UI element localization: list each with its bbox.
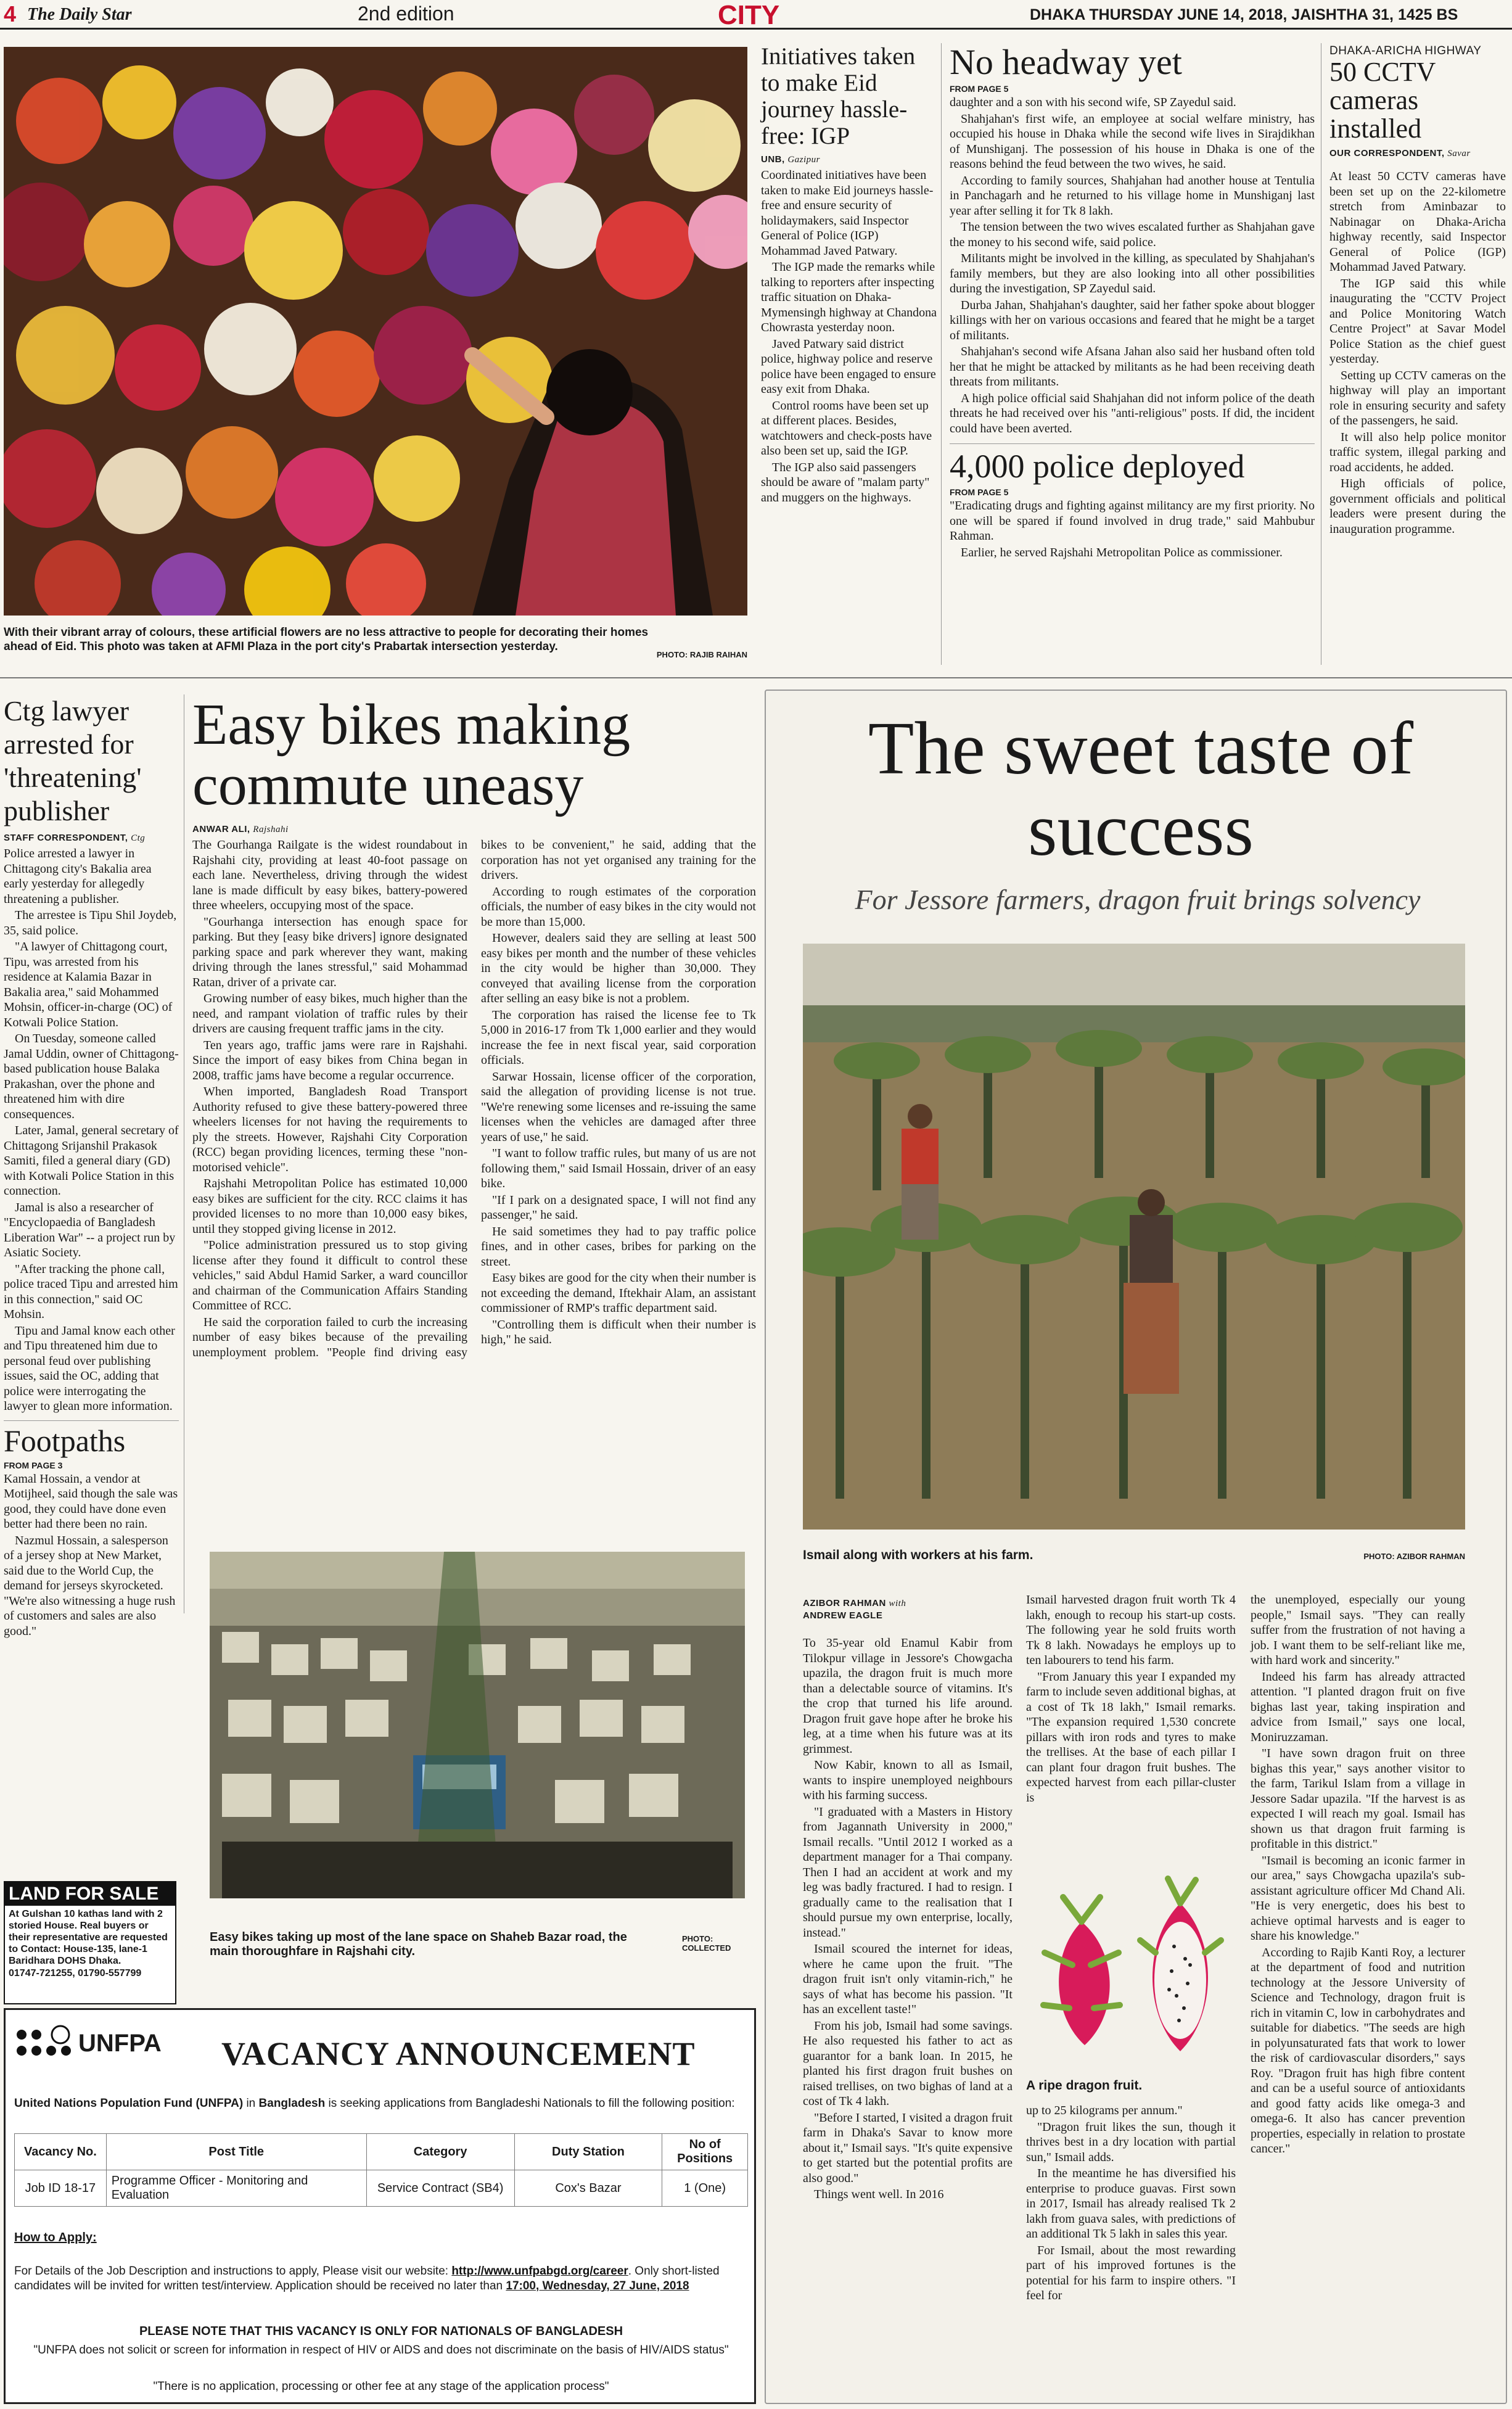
cctv-paragraph: The IGP said this while inaugurating the "CCTV Project and Police Monitoring Watch Centre Project" at Savar Model Police Station as the chief guest yesterday.: [1329, 276, 1506, 366]
newspaper-logo: The Daily Star: [27, 5, 132, 24]
vacancy-details-post: . Only short-listed candidates will be invited for written test/interview. Application should be received no later than: [14, 2265, 720, 2292]
cctv-byline-name: OUR CORRESPONDENT,: [1329, 148, 1445, 159]
bikes-paragraph: He said sometimes they had to pay traffic police fines, and in other cases, bribes for parking on the street.: [481, 1224, 756, 1269]
dragon-paragraph: For Ismail, about the most rewarding part of his improved fortunes is the potential for his farm to inspire others. "I feel for: [1026, 2243, 1236, 2302]
ctg-paragraph: Tipu and Jamal know each other and Tipu threatened him due to personal feud over publishing issues, said the OC, adding that police were interrogating the lawyer to glean more information.: [4, 1324, 175, 1413]
dragon-byline: [803, 1597, 988, 1622]
headway-paragraph: daughter and a son with his second wife, SP Zayedul said.: [950, 96, 1236, 109]
ctg-byline: [4, 833, 179, 844]
dragon-photo-credit: PHOTO: AZIBOR RAHMAN: [1363, 1552, 1465, 1561]
bikes-paragraph: "If I park on a designated space, I will not find any passenger," he said.: [481, 1193, 756, 1222]
bikes-paragraph: "Controlling them is difficult when their number is high," he said.: [481, 1317, 756, 1346]
bikes-paragraph: "I want to follow traffic rules, but many of us are not following them," said Ismail Hossain, driver of an easy bike.: [481, 1147, 756, 1190]
ctg-paragraph: The arrestee is Tipu Shil Joydeb, 35, said police.: [4, 908, 177, 937]
dragon-paragraph: Now Kabir, known to all as Ismail, wants to inspire unemployed neighbours with his farming success.: [803, 1758, 1013, 1802]
vacancy-col-header: Vacancy No.: [15, 2134, 107, 2170]
bikes-photo: [210, 1552, 745, 1898]
ctg-paragraph: Later, Jamal, general secretary of Chittagong Srijanshil Prakasok Samiti, filed a general diary (GD) with Kotwali Police Station in this connection.: [4, 1124, 179, 1198]
eid-headline: Initiatives taken to make Eid journey hassle-free: IGP: [761, 43, 916, 149]
dragon-paragraph: "Ismail is becoming an iconic farmer in our area," says Chowgacha upazila's sub-assistant agriculture officer Md Chand Ali. "He is very energetic, does his best to achieve optimal harvests and is eager to share his knowledge.": [1251, 1853, 1465, 1943]
bikes-paragraph: When imported, Bangladesh Road Transport Authority refused to give these battery-powered three wheelers licenses for not having the requirements to ply the streets. However, Rajshahi City Corporation (RCC) began providing licences, terming these "non-motorised vehicle".: [192, 1085, 467, 1174]
footpaths-paragraph: Nazmul Hossain, a salesperson of a jersey shop at New Market, said due to the World Cup, the demand for jerseys skyrocketed. "We're also witnessing a huge rush of customers and sales are also good.": [4, 1533, 176, 1638]
footpaths-paragraph: Kamal Hossain, a vendor at Motijheel, said though the sale was good, they could have done even better had there been no rain.: [4, 1472, 178, 1531]
dragon-paragraph: Things went well. In 2016: [814, 2188, 944, 2201]
bikes-paragraph: Growing number of easy bikes, much higher than the need, and rampant violation of traffic rules by their drivers are causing frequent traffic jams in the city.: [192, 992, 467, 1036]
dragon-subhead: For Jessore farmers, dragon fruit brings solvency: [855, 884, 1421, 915]
land-for-sale-ad: [4, 1881, 176, 2004]
bikes-byline-name: ANWAR ALI,: [192, 824, 250, 834]
bikes-caption: Easy bikes taking up most of the lane space on Shaheb Bazar road, the main thoroughfare in Rajshahi city.: [210, 1930, 627, 1958]
dragon-paragraph: the unemployed, especially our young people," Ismail says. "They can really suffer from the frustration of not having a job. I want them to be self-reliant like me, with hard work and sincerity.": [1251, 1593, 1465, 1667]
dragon-fruit-image: [1026, 1866, 1236, 2076]
bikes-paragraph: He said the corporation failed to curb the increasing number of easy bikes because of the prevailing unemployment problem. "People find driving easy bikes to be convenient," he said, adding that the corporation has not yet organised any training for the drivers.: [192, 838, 756, 1359]
vacancy-col-header: Category: [366, 2134, 514, 2170]
bikes-paragraph: Easy bikes are good for the city when their number is not exceeding the demand, Iftekhair Alam, an assistant commissioner of RMP's traffic department said.: [481, 1271, 756, 1315]
vacancy-hiv-statement: "UNFPA does not solicit or screen for information in respect of HIV or AIDS and does not discriminate on the basis of HIV/AIDS status": [33, 2344, 729, 2357]
headway-article: [950, 43, 1315, 561]
headway-paragraph: A high police official said Shahjahan did not inform police of the death threats he had received over his "anti-religious" posts. If did, the incident could have been averted.: [950, 391, 1315, 435]
police-headline: 4,000 police deployed: [950, 448, 1245, 485]
bikes-photo-art: [210, 1552, 745, 1898]
vacancy-intro: [14, 2096, 748, 2111]
vacancy-table-row: [15, 2170, 748, 2207]
dragon-fruit-illustration: [1026, 1866, 1236, 2076]
dragon-paragraph: According to Rajib Kanti Roy, a lecturer at the department of food and nutrition technology at the Jessore University of Science and Technology, dragon fruit is rich in vitamin C, low in carbohydrates and suitable for diabetics. "The seeds are high in polyunsaturated fats that work to lower the risk of cardiovascular disorders," says Roy. "Dragon fruit has high fibre content and can be a useful source of antioxidants and good fatty acids like omega-3 and omega-6. It also has cancer prevention properties, especially in relation to prostate cancer.": [1251, 1945, 1465, 2156]
vacancy-url-link[interactable]: http://www.unfpabgd.org/career: [451, 2265, 628, 2278]
vacancy-deadline: 17:00, Wednesday, 27 June, 2018: [506, 2279, 689, 2292]
headway-frompage: FROM PAGE 5: [950, 84, 1009, 94]
vacancy-cell: Cox's Bazar: [514, 2170, 662, 2207]
footpaths-frompage: FROM PAGE 3: [4, 1460, 63, 1470]
dragon-col-1: [803, 1636, 1013, 2204]
bikes-byline: [192, 824, 756, 835]
vacancy-ad: [4, 2008, 756, 2404]
dragon-paragraph: Indeed his farm has already attracted attention. "I planted dragon fruit on five bighas last year, taking inspiration and advice from Ismail," says one local, Moniruzzaman.: [1251, 1670, 1465, 1744]
ctg-byline-location: Ctg: [131, 833, 146, 843]
vacancy-details-pre: For Details of the Job Description and instructions to apply, Please visit our website:: [14, 2265, 452, 2278]
dragon-paragraph: up to 25 kilograms per annum.": [1026, 2104, 1183, 2117]
dragon-col-2a: [1026, 1592, 1236, 1806]
cctv-paragraph: High officials of police, government officials and political leaders were present during the inauguration programme.: [1329, 477, 1506, 536]
ctg-article: [4, 694, 179, 1640]
dragon-paragraph: "From January this year I expanded my farm to include seven additional bighas, at a cost of Tk 18 lakh," Ismail remarks. "The expansion required 1,530 concrete pillars with iron rods and tyres to make the trellises. At the base of each pillar I can plant four dragon fruit bushes. The expected harvest from each pillar-cluster is: [1026, 1670, 1236, 1805]
unfpa-logo-text: UNFPA: [78, 2030, 162, 2057]
cctv-kicker: DHAKA-ARICHA HIGHWAY: [1329, 44, 1482, 57]
ctg-paragraph: "A lawyer of Chittagong court, Tipu, was arrested from his residence at Kalamia Bazar in Bakalia area," said Mohammed Mohsin, officer-in-charge (OC) of Kotwali Police Station.: [4, 940, 173, 1029]
flowers-photo: [4, 47, 747, 616]
dateline: DHAKA THURSDAY JUNE 14, 2018, JAISHTHA 31, 1425 BS: [1030, 6, 1458, 23]
police-paragraph: Earlier, he served Rajshahi Metropolitan Police as commissioner.: [961, 545, 1283, 559]
vacancy-how-to: How to Apply:: [14, 2231, 97, 2244]
land-ad-phone: 01747-721255, 01790-557799: [9, 1968, 142, 1979]
dragon-paragraph: Ismail scoured the internet for ideas, where he came upon the fruit. "The dragon fruit isn't only vitamin-rich," he says of what has become his passion. "It has an excellent taste!": [803, 1942, 1013, 2016]
dragon-paragraph: "I graduated with a Masters in History from Jagannath University in 2000," Ismail recalls. "Until 2012 I worked as a department manager for a Thai company. Then I had an accident at work and my leg was badly fractured. I had to resign. I gradually came to the realisation that I should pursue my own enterprise, locally, instead.": [803, 1805, 1013, 1940]
eid-byline: [761, 154, 937, 165]
bikes-paragraph: The Gourhanga Railgate is the widest roundabout in Rajshahi city, providing at least 40-foot passage on each lane. Nevertheless, driving through the widest lane is made difficult by easy bikes, battery-powered three wheelers, occupying most of the space.: [192, 838, 467, 912]
dragon-paragraph: "I have sown dragon fruit on three bighas this year," says another visitor to the farm, Tarikul Islam from a village in Jessore Sadar upazila. "If the harvest is as expected I will reach my goal. Ismail has shown us that dragon fruit farming is profitable in this district.": [1251, 1747, 1465, 1851]
vacancy-table-header: [15, 2134, 748, 2170]
flowers-photo-art: [4, 47, 747, 616]
vacancy-note: PLEASE NOTE THAT THIS VACANCY IS ONLY FOR NATIONALS OF BANGLADESH: [139, 2325, 623, 2338]
eid-body: [761, 168, 937, 505]
bikes-paragraph: Sarwar Hossain, license officer of the corporation, said the allegation of providing license is not true. "We're renewing some licenses and re-issuing the same licenses when the vehicles are damaged after three years of use," he said.: [481, 1069, 756, 1144]
headway-headline: No headway yet: [950, 42, 1182, 82]
eid-article: [761, 43, 937, 506]
headway-paragraph: The tension between the two wives escalated further as Shahjahan gave the money to his second wife, said police.: [950, 220, 1315, 249]
headway-paragraph: Shahjahan's first wife, an employee at social welfare ministry, has occupied his house in Dhaka while the second wife lives in Sirajdikhan of Munshiganj. The possession of his house in Dhaka is one of the reasons behind the feud between the two wives, he said.: [950, 112, 1315, 171]
dragon-paragraph: From his job, Ismail had some savings. He also requested his father to act as guarantor for a bank loan. In 2015, he planted his first dragon fruit bushes on raised trellises, on two bighas of land at a cost of Tk 4 lakh.: [803, 2019, 1013, 2108]
eid-paragraph: The IGP also said passengers should be aware of "malam party" and muggers on the highways.: [761, 460, 930, 504]
divider: [4, 1420, 179, 1421]
footpaths-body: [4, 1472, 179, 1639]
headway-paragraph: According to family sources, Shahjahan had another house at Tentulia in Panchagarh and he returned to his village home in Munshiganj last year after selling it for Tk 8 lakh.: [950, 173, 1315, 218]
vacancy-cell: Service Contract (SB4): [366, 2170, 514, 2207]
bikes-headline: Easy bikes making commute uneasy: [192, 693, 631, 817]
divider: [0, 677, 1512, 678]
cctv-article: [1329, 44, 1506, 538]
ctg-paragraph: On Tuesday, someone called Jamal Uddin, owner of Chittagong-based publication house Balaka Prakashan, over the phone and threatened him with dire consequences.: [4, 1032, 179, 1121]
dragon-col-3: [1251, 1592, 1465, 2158]
vacancy-cell: Programme Officer - Monitoring and Evaluation: [106, 2170, 366, 2207]
bikes-byline-location: Rajshahi: [253, 825, 289, 834]
masthead: [0, 0, 1512, 30]
dragon-paragraph: "Before I started, I visited a dragon fruit farm in Dhaka's Savar to know more about it," Ismail says. "It's quite expensive to get started but the potential profits are also good.": [803, 2110, 1013, 2185]
vacancy-col-header: No of Positions: [662, 2134, 748, 2170]
vacancy-fee-statement: "There is no application, processing or other fee at any stage of the application process": [153, 2380, 609, 2393]
ctg-paragraph: Police arrested a lawyer in Chittagong city's Bakalia area early yesterday for allegedly threatening a publisher.: [4, 847, 152, 906]
bikes-paragraph: However, dealers said they are selling at least 500 easy bikes per month and the number of these vehicles in the city would be higher than 30,000. They conveyed that availing license from the corporation after selling an easy bike is not a problem.: [481, 931, 756, 1005]
bikes-article: [192, 694, 756, 1523]
ctg-paragraph: "After tracking the phone call, police traced Tipu and arrested him in this connection," said OC Mohsin.: [4, 1262, 178, 1321]
bikes-body: [192, 838, 756, 1523]
vacancy-intro-country: Bangladesh: [258, 2097, 326, 2110]
cctv-paragraph: Setting up CCTV cameras on the highway will play an important role in ensuring security and safety of the passengers, he said.: [1329, 368, 1506, 427]
flowers-credit: PHOTO: RAJIB RAIHAN: [656, 650, 747, 659]
cctv-body: [1329, 169, 1506, 537]
eid-paragraph: Coordinated initiatives have been taken to make Eid journeys hassle-free and ensure security of holidaymakers, said Inspector General of Police (IGP) Mohammad Javed Patwary.: [761, 168, 934, 258]
dragon-headline: The sweet taste of success: [868, 707, 1414, 871]
vacancy-intro-mid: in: [243, 2097, 259, 2110]
cctv-headline: 50 CCTV cameras installed: [1329, 57, 1436, 144]
vacancy-col-header: Duty Station: [514, 2134, 662, 2170]
headway-paragraph: Militants might be involved in the killing, as speculated by Shahjahan's family members, but they are also looking into all other possibilities during the investigation, SP Zayedul said.: [950, 252, 1315, 295]
column-rule: [941, 43, 942, 665]
bikes-paragraph: According to rough estimates of the corporation officials, the number of easy bikes in the city would not be more than 15,000.: [481, 884, 756, 929]
vacancy-intro-org: United Nations Population Fund (UNFPA): [14, 2097, 244, 2110]
ctg-headline: Ctg lawyer arrested for 'threatening' publisher: [4, 695, 142, 826]
dragon-paragraph: Ismail harvested dragon fruit worth Tk 4 lakh, enough to recoup his start-up costs. The following year he sold fruits worth Tk 8 lakh. Nowadays he employs up to ten labourers to tend his farm.: [1026, 1593, 1236, 1667]
dragon-farm-photo: [803, 944, 1465, 1530]
unfpa-dots-icon: [14, 2022, 76, 2072]
unfpa-logo: [14, 2022, 162, 2072]
cctv-byline-location: Savar: [1447, 149, 1471, 159]
bikes-paragraph: "Police administration pressured us to stop giving license after they found it difficult to control these vehicles," said Abdul Hamid Sarker, a ward councillor and chairman of the Communication Affairs Standing Committee of RCC.: [192, 1238, 467, 1312]
eid-byline-name: UNB,: [761, 154, 785, 165]
land-ad-title: LAND FOR SALE: [5, 1882, 175, 1906]
cctv-paragraph: At least 50 CCTV cameras have been set up on the 22-kilometre stretch from Aminbazar to Nabinagar on Dhaka-Aricha highway recently, said Inspector General of Police (IGP) Mohammad Javed Patwary.: [1329, 170, 1506, 274]
eid-paragraph: Javed Patwary said district police, highway police and reserve police have been engaged to ensure easy exit from Dhaka.: [761, 337, 936, 396]
vacancy-col-header: Post Title: [106, 2134, 366, 2170]
bikes-paragraph: Ten years ago, traffic jams were rare in Rajshahi. Since the import of easy bikes from China began in 2008, traffic jams have become a regular occurrence.: [192, 1038, 467, 1082]
dragon-byline-author2: ANDREW EAGLE: [803, 1610, 883, 1621]
dragon-byline-author1: AZIBOR RAHMAN: [803, 1598, 886, 1608]
police-paragraph: "Eradicating drugs and fighting against militancy are my first priority. No one will be spared if found involved in drug trade," said Mahbubur Rahman.: [950, 499, 1315, 543]
bikes-paragraph: Rajshahi Metropolitan Police has estimated 10,000 easy bikes are sufficient for the city. RCC claims it has provided licenses to no more than 10,000 easy bikes, until they stopped giving license in 2012.: [192, 1177, 467, 1236]
police-body: [950, 498, 1315, 560]
flowers-caption: With their vibrant array of colours, these artificial flowers are no less attractive to people for decorating their homes ahead of Eid. This photo was taken at AFMI Plaza in the port city's Prabartak intersection yesterday.: [4, 626, 649, 653]
ctg-paragraph: Jamal is also a researcher of "Encyclopaedia of Bangladesh Liberation War" -- a project run by Asiatic Society.: [4, 1200, 176, 1259]
vacancy-cell: Job ID 18-17: [15, 2170, 107, 2207]
eid-paragraph: Control rooms have been set up at different places. Besides, watchtowers and check-posts have also been set up, said the IGP.: [761, 398, 932, 458]
dragon-col-2b: [1026, 2103, 1236, 2305]
bikes-paragraph: "Gourhanga intersection has enough space for parking. But they [easy bike drivers] ignore designated parking space and park wherever they want, making driving through the lanes stressful," said Mohammad Ratan, driver of a private car.: [192, 915, 467, 989]
headway-body: [950, 95, 1315, 436]
police-frompage: FROM PAGE 5: [950, 487, 1009, 497]
page-number: 4: [4, 1, 17, 27]
vacancy-details: [14, 2264, 748, 2294]
cctv-byline: [1329, 148, 1506, 159]
vacancy-intro-rest: is seeking applications from Bangladeshi Nationals to fill the following position:: [325, 2097, 735, 2110]
cctv-paragraph: It will also help police monitor traffic system, illegal parking and road accidents, he added.: [1329, 430, 1506, 474]
eid-paragraph: The IGP made the remarks while talking to reporters after inspecting traffic situation on Dhaka-Mymensingh highway at Chandona Chowrasta yesterday noon.: [761, 260, 937, 334]
dragon-fruit-caption: A ripe dragon fruit.: [1026, 2078, 1143, 2093]
vacancy-cell: 1 (One): [662, 2170, 748, 2207]
dragon-photo-caption: Ismail along with workers at his farm.: [803, 1548, 1033, 1562]
dragon-farm-photo-art: [803, 944, 1465, 1530]
footpaths-headline: Footpaths: [4, 1423, 126, 1458]
headway-paragraph: Shahjahan's second wife Afsana Jahan also said her husband often told her that he might be attacked by militants as he had been receiving death threats from militants.: [950, 345, 1315, 389]
section-label: CITY: [718, 0, 780, 30]
dragon-paragraph: In the meantime he has diversified his enterprise to produce guavas. First sown in 2017, Ismail has already realised Tk 2 lakh from guava sales, with predictions of an additional Tk 5 lakh in sales this year.: [1026, 2167, 1236, 2241]
bikes-paragraph: The corporation has raised the license fee to Tk 5,000 in 2016-17 from Tk 1,000 earlier and they would increase the fee in next fiscal year, said corporation officials.: [481, 1008, 756, 1067]
ctg-body: [4, 846, 179, 1414]
land-ad-body: At Gulshan 10 kathas land with 2 storied House. Real buyers or their representative are requested to Contact: House-135, lane-1 Baridhara DOHS Dhaka.: [9, 1909, 168, 1966]
headway-paragraph: Durba Jahan, Shahjahan's daughter, said her father spoke about blogger killings with her on various occasions and feared that he might be a target of militants.: [950, 298, 1315, 342]
dragon-paragraph: "Dragon fruit likes the sun, though it thrives best in a dry location with partial sun," Ismail adds.: [1026, 2120, 1236, 2164]
dragon-paragraph: To 35-year old Enamul Kabir from Tilokpur village in Jessore's Chowgacha upazila, the dragon fruit is much more than a delectable source of vitamins. It's the crop that turned his life around. Dragon fruit gave hope after he broke his leg, at a time when his future was at its grimmest.: [803, 1636, 1013, 1756]
bikes-credit: PHOTO: COLLECTED: [682, 1934, 731, 1953]
edition-label: 2nd edition: [358, 2, 454, 25]
divider: [950, 443, 1315, 444]
dragon-byline-with: with: [889, 1599, 906, 1608]
eid-byline-location: Gazipur: [787, 155, 821, 165]
vacancy-title: VACANCY ANNOUNCEMENT: [221, 2035, 696, 2072]
vacancy-table: [14, 2133, 748, 2207]
ctg-byline-name: STAFF CORRESPONDENT,: [4, 833, 128, 843]
